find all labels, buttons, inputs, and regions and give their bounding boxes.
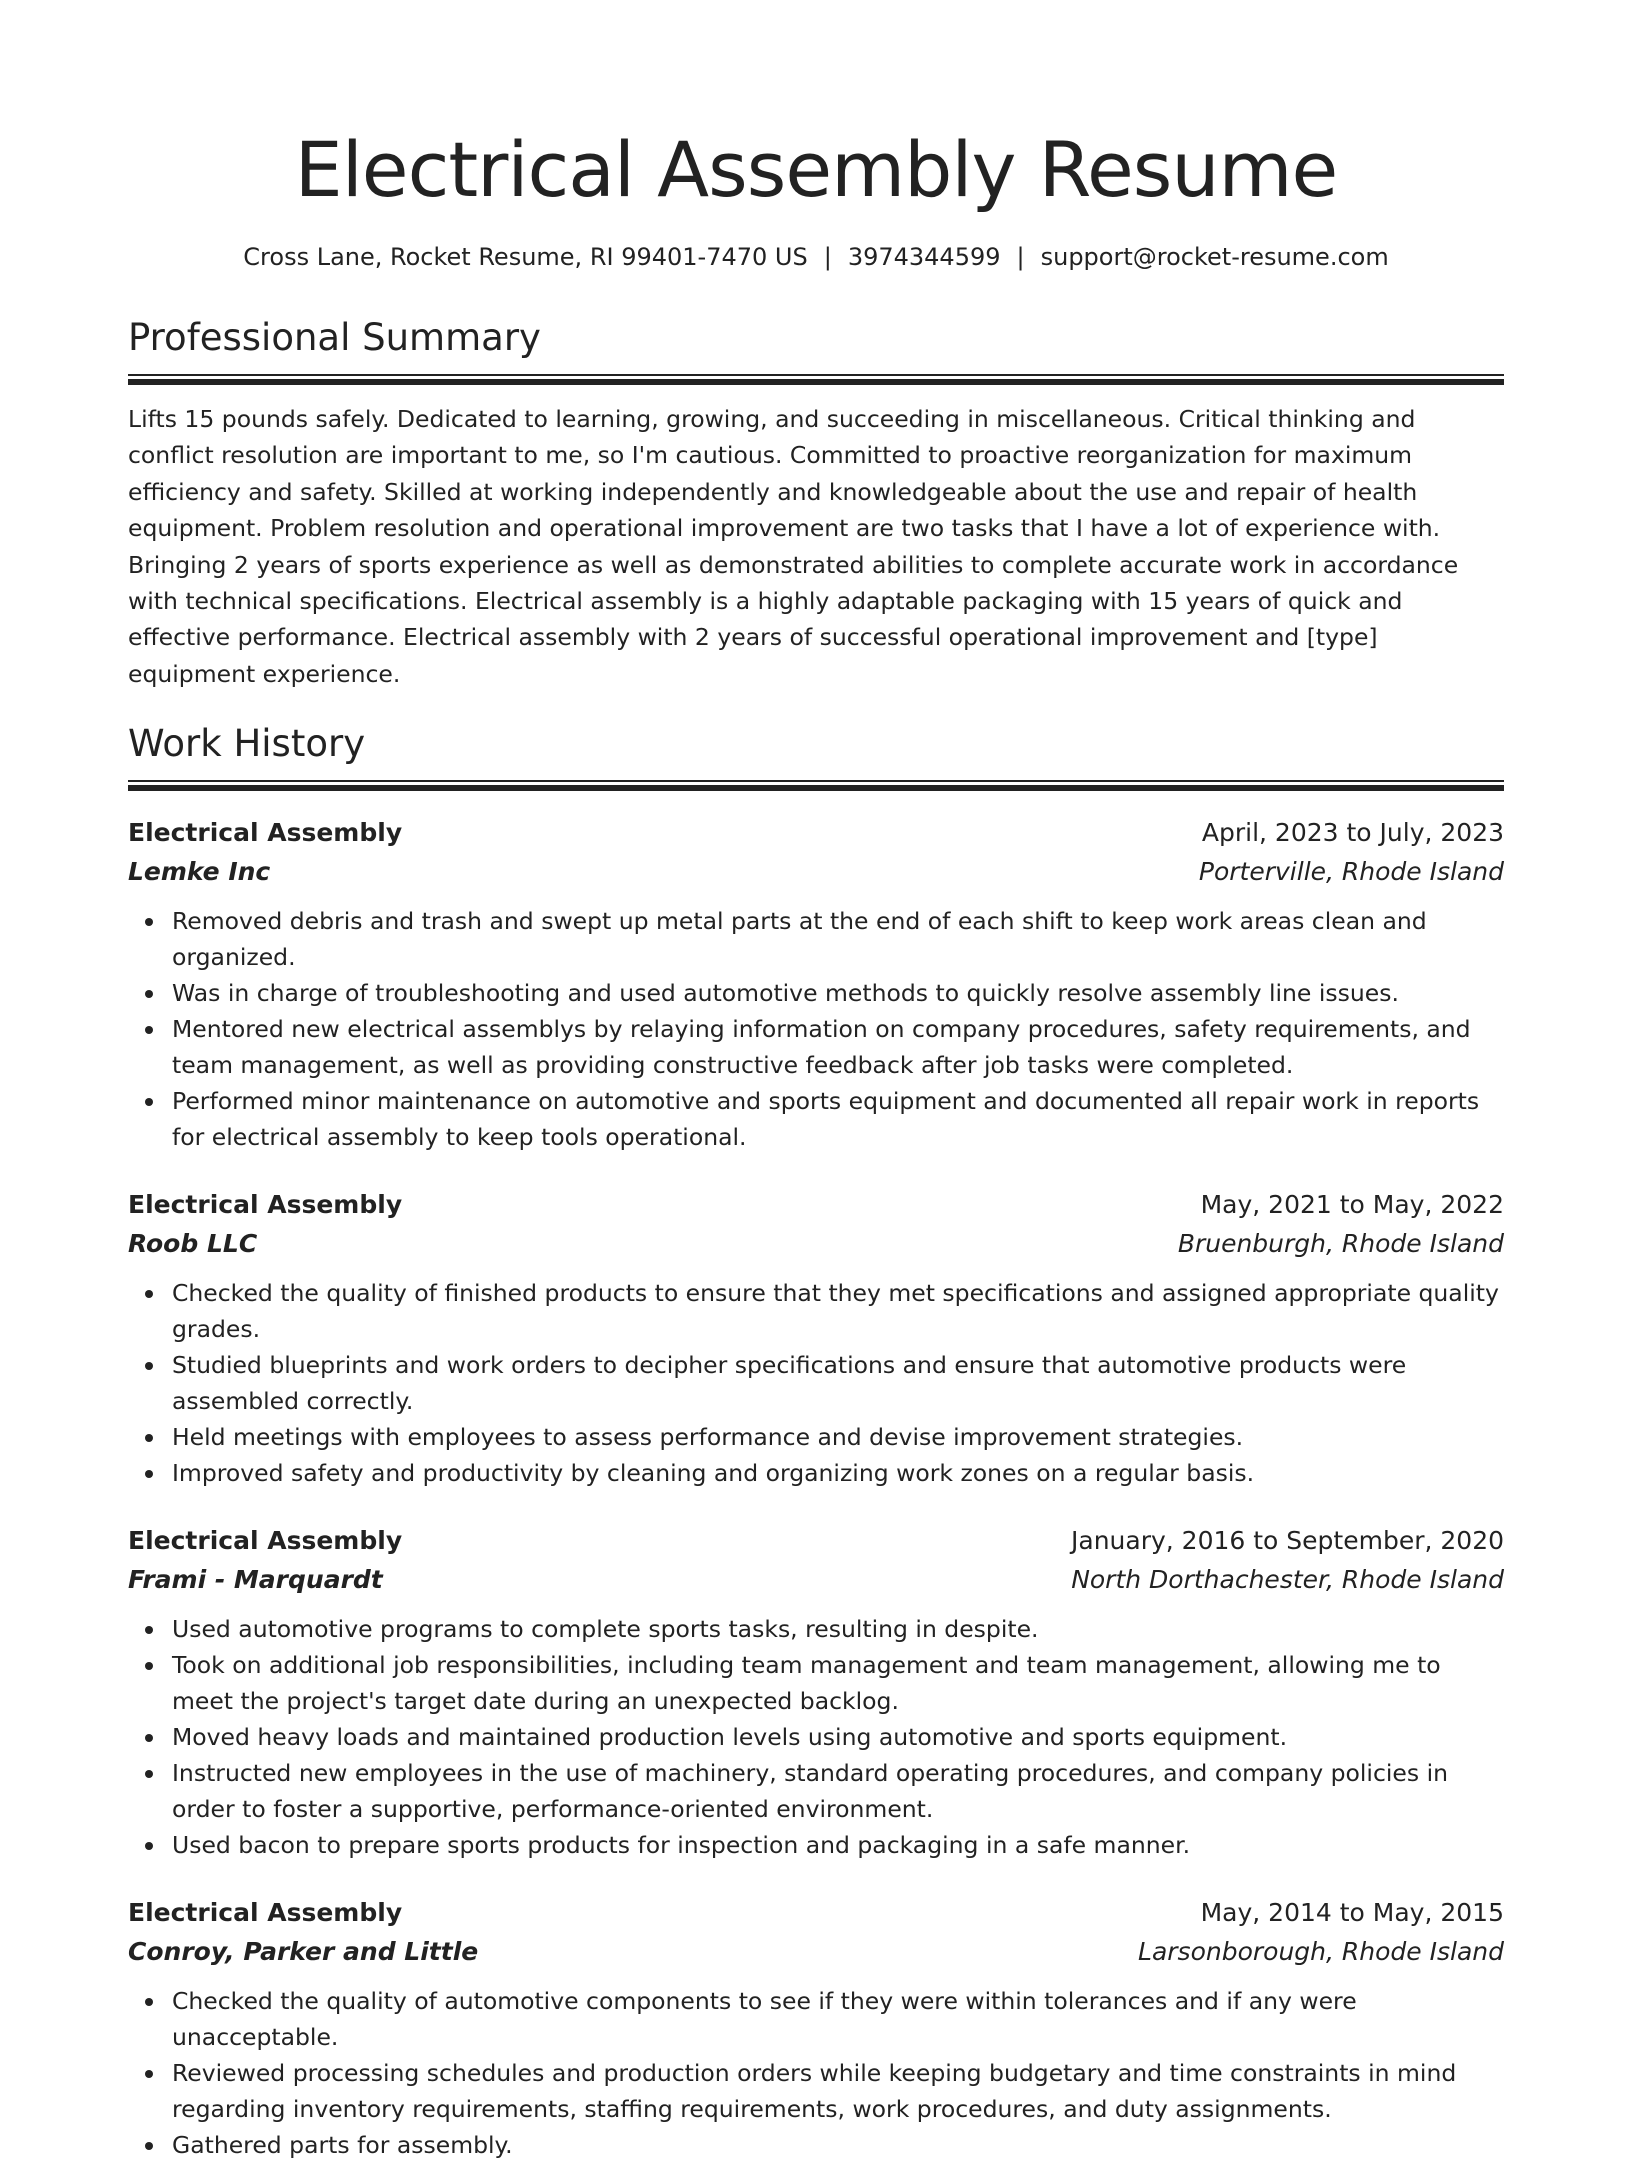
job-bullet: Checked the quality of finished products to ensure that they met specifications and assigned appropriate quality grades. (172, 1275, 1504, 1347)
contact-address: Cross Lane, Rocket Resume, RI 99401-7470 US (243, 243, 808, 271)
job-location: Larsonborough, Rhode Island (1138, 1937, 1504, 1967)
job-dates: January, 2016 to September, 2020 (1071, 1526, 1504, 1556)
contact-separator: | (1016, 243, 1025, 271)
job-location: Bruenburgh, Rhode Island (1177, 1229, 1504, 1259)
work-history-section (128, 720, 1504, 2163)
job-bullet: Moved heavy loads and maintained production levels using automotive and sports equipment. (172, 1719, 1504, 1755)
job-company: Roob LLC (128, 1229, 258, 1259)
job-entry (128, 1521, 1504, 1863)
job-bullet-list (128, 1983, 1504, 2163)
job-entry (128, 813, 1504, 1155)
job-bullet-list (128, 1611, 1504, 1863)
job-company: Lemke Inc (128, 857, 271, 887)
job-location: North Dorthachester, Rhode Island (1071, 1565, 1504, 1595)
professional-summary-section (128, 314, 1504, 692)
contact-phone: 3974344599 (847, 243, 1001, 271)
job-entry (128, 1185, 1504, 1491)
job-bullet: Was in charge of troubleshooting and used automotive methods to quickly resolve assembly line issues. (172, 975, 1504, 1011)
job-subheader-row (128, 1560, 1504, 1599)
job-header-row (128, 813, 1504, 852)
section-heading-summary: Professional Summary (128, 316, 541, 359)
job-subheader-row (128, 1932, 1504, 1971)
job-bullet: Held meetings with employees to assess performance and devise improvement strategies. (172, 1419, 1504, 1455)
summary-text: Lifts 15 pounds safely. Dedicated to learning, growing, and succeeding in miscellaneous. Critical thinking and conflict resolution are important to me, so I'm cautious. Committed to proactive reorganization for maximum efficiency and safety. Skilled at working independently and knowledgeable about the use and repair of health equipment. Problem resolution and operational improvement are two tasks that I have a lot of experience with. Bringing 2 years of sports experience as well as demonstrated abilities to complete accurate work in accordance with technical specifications. Electrical assembly is a highly adaptable packaging with 15 years of quick and effective performance. Electrical assembly with 2 years of successful operational improvement and [type] equipment experience. (128, 405, 1459, 688)
job-location: Porterville, Rhode Island (1198, 857, 1504, 887)
job-company: Conroy, Parker and Little (128, 1937, 479, 1967)
job-bullet: Used automotive programs to complete sports tasks, resulting in despite. (172, 1611, 1504, 1647)
job-entry (128, 1893, 1504, 2163)
job-bullet: Studied blueprints and work orders to decipher specifications and ensure that automotive products were assembled correctly. (172, 1347, 1504, 1419)
job-header-row (128, 1185, 1504, 1224)
contact-separator: | (823, 243, 832, 271)
section-heading-work-history: Work History (128, 722, 366, 766)
job-dates: May, 2014 to May, 2015 (1200, 1898, 1504, 1928)
job-dates: April, 2023 to July, 2023 (1201, 818, 1504, 848)
job-bullet: Performed minor maintenance on automotive and sports equipment and documented all repair work in reports for electrical assembly to keep tools operational. (172, 1083, 1504, 1155)
job-subheader-row (128, 1224, 1504, 1263)
section-divider (128, 374, 1504, 385)
job-bullet: Gathered parts for assembly. (172, 2127, 1504, 2163)
job-title: Electrical Assembly (128, 818, 403, 848)
job-bullet: Instructed new employees in the use of machinery, standard operating procedures, and company policies in order to foster a supportive, performance-oriented environment. (172, 1755, 1504, 1827)
job-dates: May, 2021 to May, 2022 (1200, 1190, 1504, 1220)
resume-title: Electrical Assembly Resume (294, 125, 1338, 214)
job-bullet-list (128, 903, 1504, 1155)
job-header-row (128, 1521, 1504, 1560)
job-bullet: Reviewed processing schedules and production orders while keeping budgetary and time constraints in mind regarding inventory requirements, staffing requirements, work procedures, and duty assignments. (172, 2055, 1504, 2127)
contact-line (128, 240, 1504, 274)
job-bullet: Removed debris and trash and swept up metal parts at the end of each shift to keep work areas clean and organized. (172, 903, 1504, 975)
job-header-row (128, 1893, 1504, 1932)
job-title: Electrical Assembly (128, 1526, 403, 1556)
job-bullet: Took on additional job responsibilities, including team management and team management, allowing me to meet the project's target date during an unexpected backlog. (172, 1647, 1504, 1719)
contact-email: support@rocket-resume.com (1040, 243, 1389, 271)
job-subheader-row (128, 852, 1504, 891)
job-company: Frami - Marquardt (128, 1565, 383, 1595)
resume-page (128, 0, 1504, 2163)
job-title: Electrical Assembly (128, 1190, 403, 1220)
job-bullet: Checked the quality of automotive components to see if they were within tolerances and if any were unacceptable. (172, 1983, 1504, 2055)
job-bullet: Improved safety and productivity by cleaning and organizing work zones on a regular basis. (172, 1455, 1504, 1491)
job-bullet-list (128, 1275, 1504, 1491)
section-divider (128, 780, 1504, 791)
job-title: Electrical Assembly (128, 1898, 403, 1928)
job-bullet: Used bacon to prepare sports products for inspection and packaging in a safe manner. (172, 1827, 1504, 1863)
job-bullet: Mentored new electrical assemblys by relaying information on company procedures, safety requirements, and team management, as well as providing constructive feedback after job tasks were completed. (172, 1011, 1504, 1083)
